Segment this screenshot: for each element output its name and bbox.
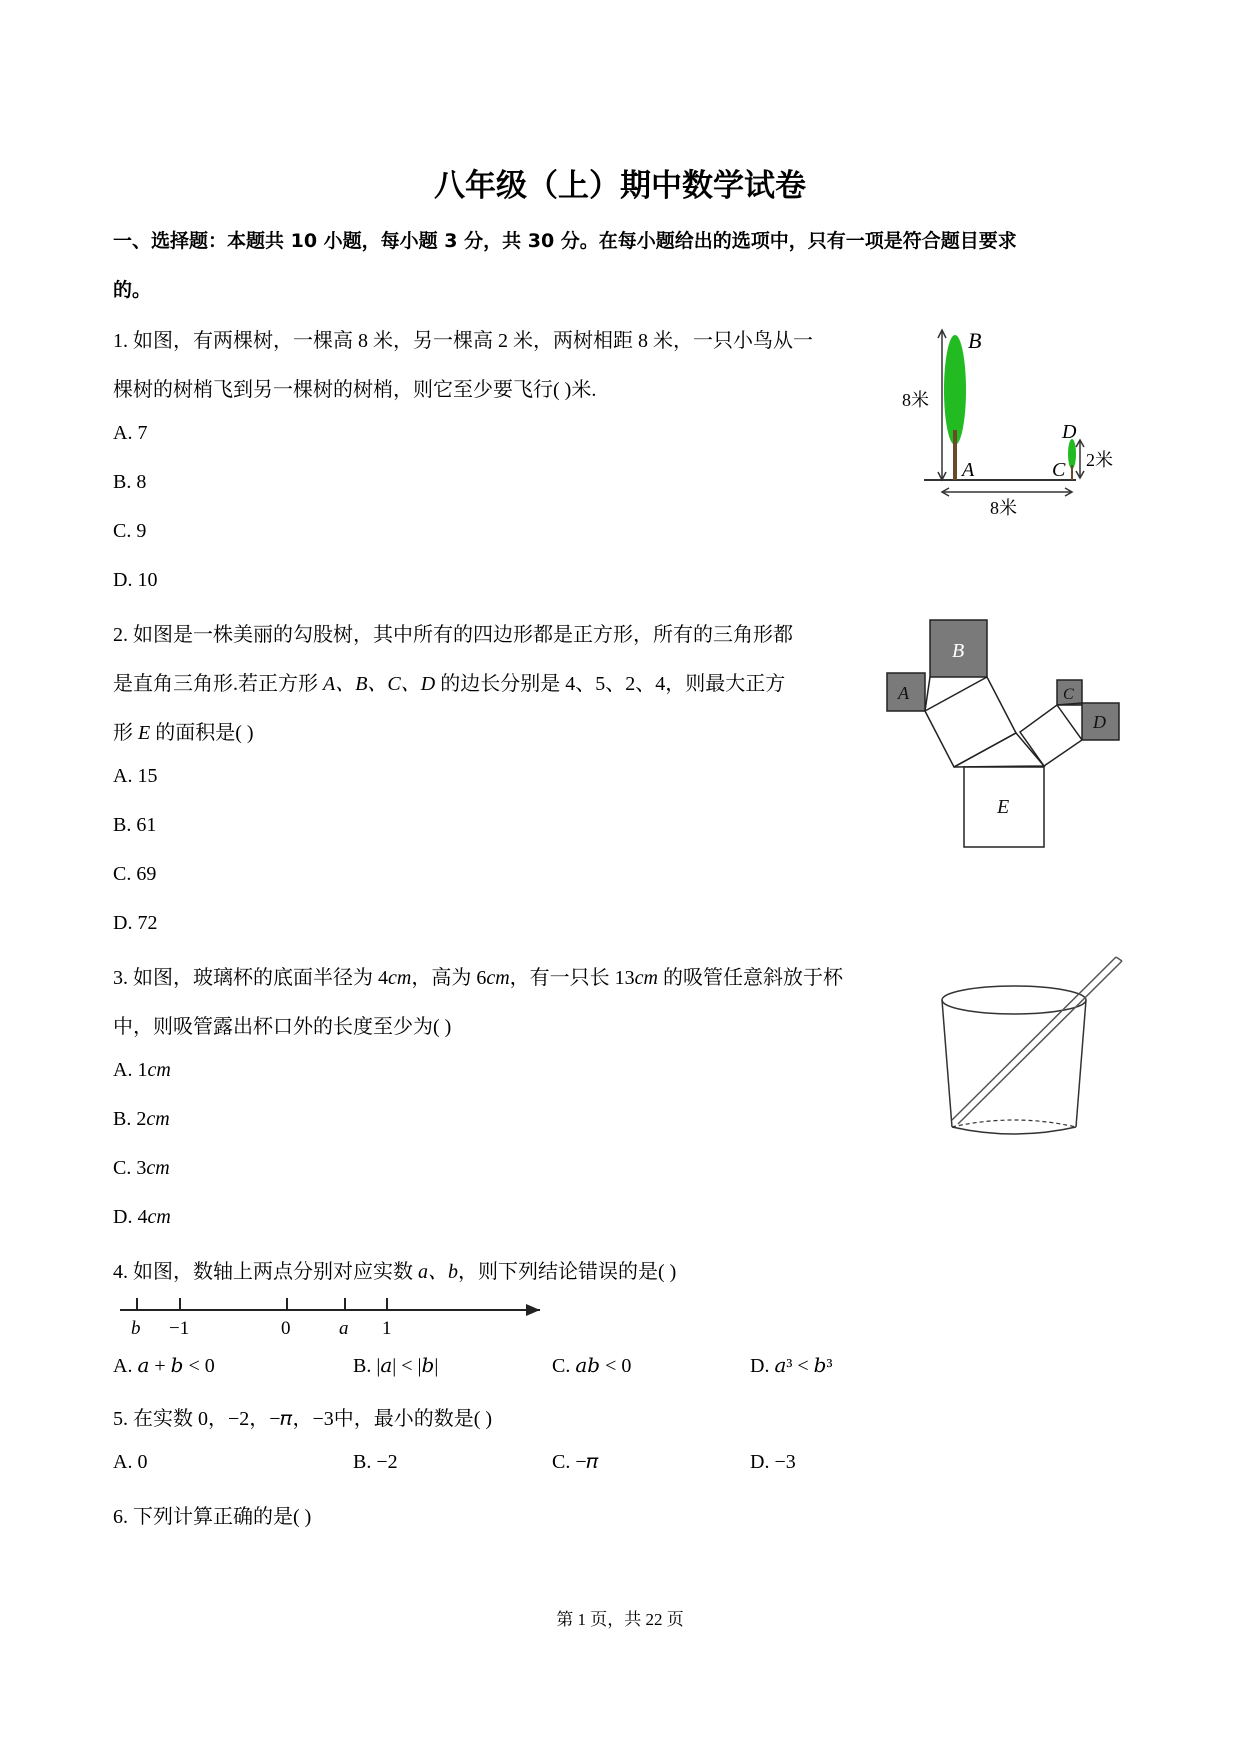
q3-text-line1: 3. 如图，玻璃杯的底面半径为 4cm，高为 6cm，有一只长 13cm 的吸管任意斜放于杯 <box>113 967 843 989</box>
section-heading: 一、选择题：本题共 10 小题，每小题 3 分，共 30 分。在每小题给出的选项中，只有一项是符合题目要求 <box>113 230 1017 252</box>
q2-option-d: D. 72 <box>113 912 158 934</box>
q4-text-line1: 4. 如图，数轴上两点分别对应实数 a、b，则下列结论错误的是( ) <box>113 1261 677 1283</box>
q2-label-b: B <box>952 640 965 662</box>
q4-option-c: C. 𝑎𝑏 < 0 <box>552 1355 632 1377</box>
q4-option-a: A. 𝑎 + 𝑏 < 0 <box>113 1355 215 1377</box>
q3-option-a: A. 1cm <box>113 1059 171 1081</box>
q2-text-line2: 是直角三角形.若正方形 A、B、C、D 的边长分别是 4、5、2、4，则最大正方 <box>113 673 786 695</box>
q1-height-2m: 2米 <box>1086 450 1113 470</box>
q1-option-a: A. 7 <box>113 422 148 444</box>
q3-option-d: D. 4cm <box>113 1206 171 1228</box>
q5-option-b: B. −2 <box>353 1451 398 1473</box>
q1-text-line2: 棵树的树梢飞到另一棵树的树梢，则它至少要飞行( )米. <box>113 379 597 401</box>
section-heading-cont: 的。 <box>113 279 152 301</box>
q6-text-line1: 6. 下列计算正确的是( ) <box>113 1506 312 1528</box>
q1-text-line1: 1. 如图，有两棵树，一棵高 8 米，另一棵高 2 米，两树相距 8 米，一只小鸟从一 <box>113 330 813 352</box>
page-title: 八年级（上）期中数学试卷 <box>434 168 806 204</box>
q4-option-b: B. |𝑎| < |𝑏| <box>353 1355 439 1377</box>
q2-text-line1: 2. 如图是一株美丽的勾股树，其中所有的四边形都是正方形，所有的三角形都 <box>113 624 793 646</box>
q2-pythagoras-tree-figure <box>880 615 1130 855</box>
q1-option-b: B. 8 <box>113 471 147 493</box>
axis-label-a: a <box>339 1318 349 1339</box>
q3-text-line2: 中，则吸管露出杯口外的长度至少为( ) <box>113 1016 452 1038</box>
q2-option-a: A. 15 <box>113 765 158 787</box>
q5-option-d: D. −3 <box>750 1451 796 1473</box>
q2-label-c: C <box>1063 686 1074 703</box>
q1-height-8m: 8米 <box>902 390 929 410</box>
page-footer: 第 1 页，共 22 页 <box>556 1610 684 1629</box>
q1-option-c: C. 9 <box>113 520 147 542</box>
q4-option-d: D. 𝑎³ < 𝑏³ <box>750 1355 833 1377</box>
axis-label-one: 1 <box>382 1318 392 1339</box>
axis-label-minus-one: −1 <box>169 1318 190 1339</box>
q3-option-c: C. 3cm <box>113 1157 170 1179</box>
q1-trees-figure <box>900 320 1140 520</box>
q1-label-d: D <box>1062 421 1077 443</box>
axis-label-b: b <box>131 1318 141 1339</box>
q2-label-a: A <box>898 683 909 703</box>
q2-option-c: C. 69 <box>113 863 157 885</box>
q5-option-a: A. 0 <box>113 1451 148 1473</box>
q2-option-b: B. 61 <box>113 814 157 836</box>
q2-text-line3: 形 E 的面积是( ) <box>113 722 254 744</box>
q4-number-line <box>110 1290 550 1340</box>
q2-label-e: E <box>997 796 1010 818</box>
q5-option-c: C. −𝜋 <box>552 1451 599 1473</box>
q3-glass-straw-figure <box>930 955 1130 1145</box>
q1-label-a: A <box>962 459 975 481</box>
q5-text-line1: 5. 在实数 0，−2，−𝜋，−3中，最小的数是( ) <box>113 1408 493 1430</box>
q2-label-d: D <box>1093 712 1106 732</box>
q1-label-c: C <box>1052 459 1066 481</box>
q1-label-b: B <box>968 328 982 353</box>
q1-distance-8m: 8米 <box>990 498 1017 518</box>
q3-option-b: B. 2cm <box>113 1108 170 1130</box>
axis-label-zero: 0 <box>281 1318 291 1339</box>
q1-option-d: D. 10 <box>113 569 158 591</box>
